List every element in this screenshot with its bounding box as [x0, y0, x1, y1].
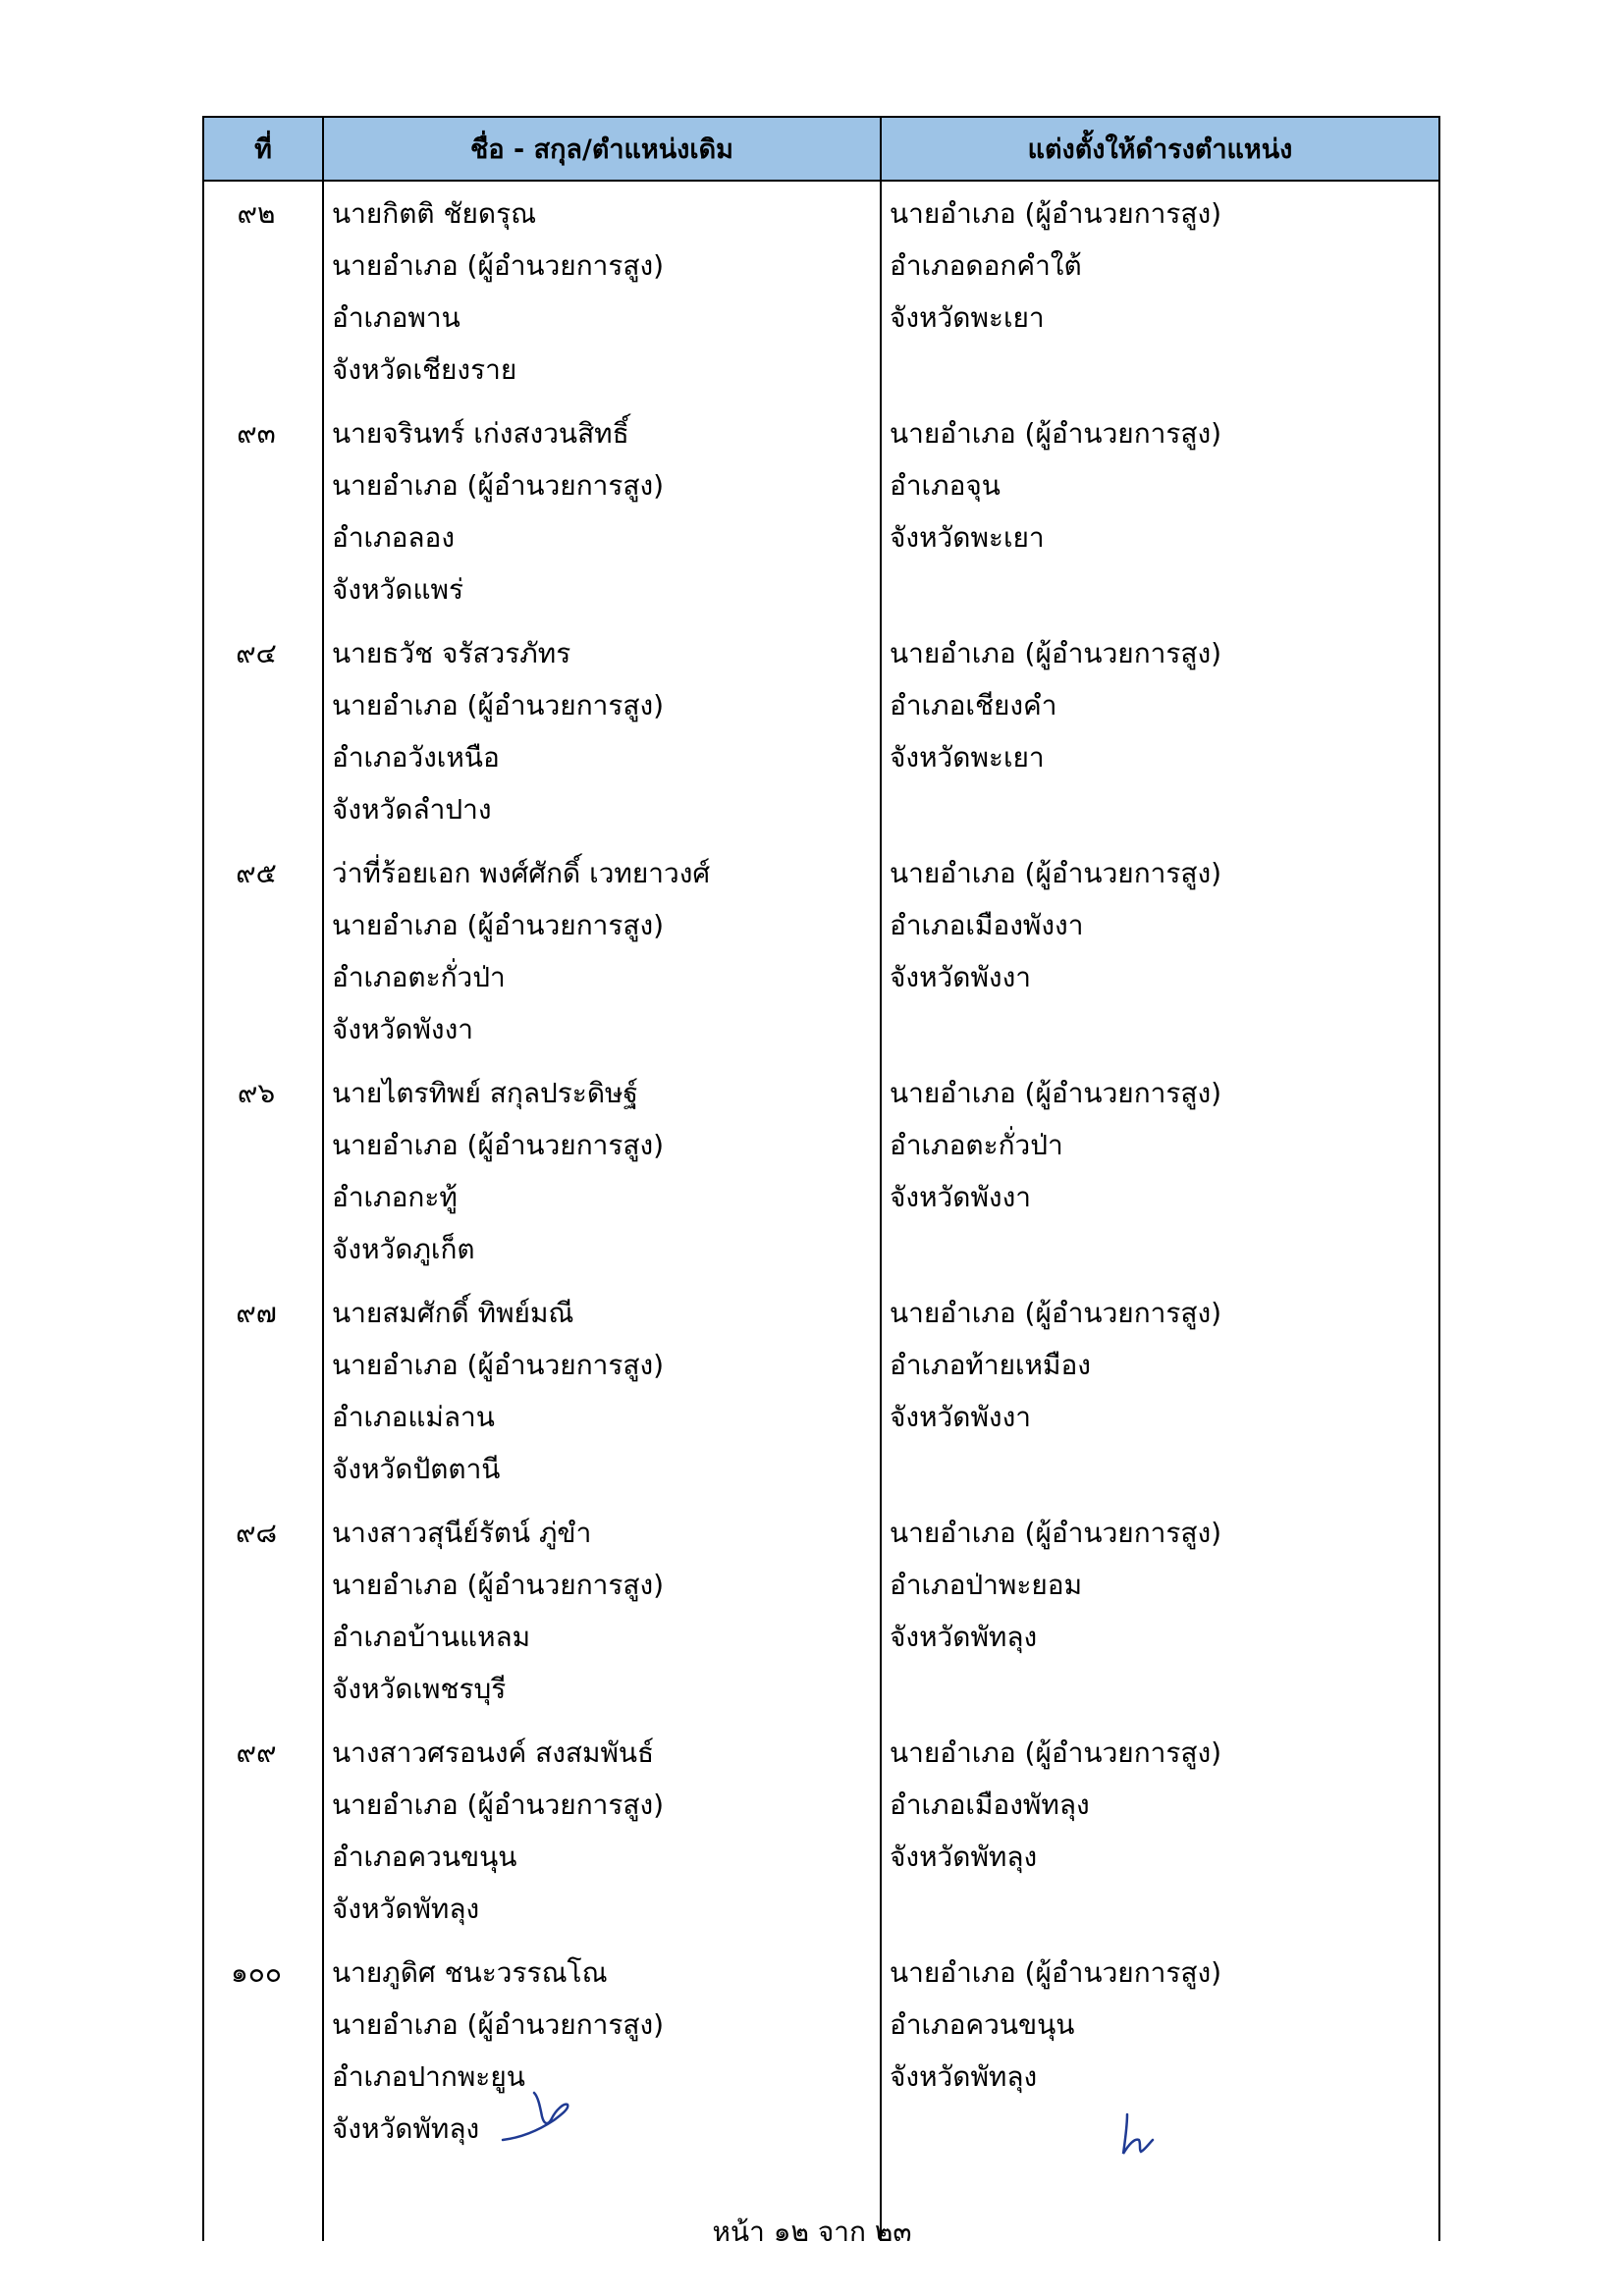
cell-new: [881, 1941, 1439, 2161]
new-province: จังหวัดพะเยา: [890, 301, 1045, 334]
page-number: หน้า ๑๒ จาก ๒๓: [712, 2216, 912, 2248]
old-district: อำเภอลอง: [332, 521, 456, 554]
table-row: [203, 841, 1439, 1061]
new-district: อำเภอป่าพะยอม: [890, 1569, 1083, 1601]
table-row: [203, 1721, 1439, 1941]
cell-no: ๙๔: [203, 621, 323, 841]
cell-no: ๙๕: [203, 841, 323, 1061]
new-district: อำเภอควนขนุน: [890, 2008, 1075, 2041]
new-position: นายอำเภอ (ผู้อำนวยการสูง): [890, 1297, 1222, 1329]
table-header-row: [203, 117, 1439, 181]
new-position: นายอำเภอ (ผู้อำนวยการสูง): [890, 1736, 1222, 1769]
cell-new: [881, 1501, 1439, 1721]
person-name: นายธวัช จรัสวรภัทร: [332, 637, 571, 669]
old-province: จังหวัดแพร่: [332, 573, 463, 606]
cell-no: ๙๘: [203, 1501, 323, 1721]
old-district: อำเภอกะทู้: [332, 1181, 458, 1213]
cell-new: [881, 621, 1439, 841]
cell-new: [881, 1721, 1439, 1941]
new-district: อำเภอเมืองพังงา: [890, 909, 1084, 941]
person-name: นางสาวสุนีย์รัตน์ ภู่ขำ: [332, 1517, 592, 1549]
new-province: จังหวัดพังงา: [890, 1401, 1031, 1433]
cell-old: [323, 841, 881, 1061]
cell-new: [881, 1281, 1439, 1501]
table-row: [203, 1281, 1439, 1501]
new-district: อำเภอจุน: [890, 469, 1001, 502]
header-old-position: ชื่อ - สกุล/ตำแหน่งเดิม: [323, 117, 881, 181]
document-sheet: [202, 116, 1438, 2171]
person-name: นายไตรทิพย์ สกุลประดิษฐ์: [332, 1077, 638, 1109]
cell-old: [323, 1721, 881, 1941]
cell-old: [323, 181, 881, 401]
old-province: จังหวัดพังงา: [332, 1013, 473, 1045]
old-position: นายอำเภอ (ผู้อำนวยการสูง): [332, 909, 665, 941]
new-position: นายอำเภอ (ผู้อำนวยการสูง): [890, 857, 1222, 889]
old-position: นายอำเภอ (ผู้อำนวยการสูง): [332, 1349, 665, 1381]
cell-no: ๑๐๐: [203, 1941, 323, 2161]
old-district: อำเภอวังเหนือ: [332, 741, 500, 774]
old-district: อำเภอควนขนุน: [332, 1841, 517, 1873]
header-new-position: แต่งตั้งให้ดำรงตำแหน่ง: [881, 117, 1439, 181]
cell-old: [323, 1281, 881, 1501]
new-district: อำเภอตะกั่วป่า: [890, 1129, 1063, 1161]
new-position: นายอำเภอ (ผู้อำนวยการสูง): [890, 197, 1222, 230]
cell-old: [323, 401, 881, 621]
new-province: จังหวัดพะเยา: [890, 521, 1045, 554]
cell-no: ๙๓: [203, 401, 323, 621]
table-row: [203, 1941, 1439, 2161]
cell-old: [323, 1501, 881, 1721]
new-province: จังหวัดพัทลุง: [890, 1621, 1038, 1653]
person-name: นายภูดิศ ชนะวรรณโณ: [332, 1956, 608, 1989]
new-district: อำเภอท้ายเหมือง: [890, 1349, 1091, 1381]
person-name: ว่าที่ร้อยเอก พงศ์ศักดิ์ เวทยาวงศ์: [332, 857, 711, 889]
old-position: นายอำเภอ (ผู้อำนวยการสูง): [332, 1789, 665, 1821]
new-position: นายอำเภอ (ผู้อำนวยการสูง): [890, 1956, 1222, 1989]
new-province: จังหวัดพังงา: [890, 1181, 1031, 1213]
old-province: จังหวัดเชียงราย: [332, 353, 517, 386]
cell-old: [323, 621, 881, 841]
new-province: จังหวัดพัทลุง: [890, 1841, 1038, 1873]
new-position: นายอำเภอ (ผู้อำนวยการสูง): [890, 637, 1222, 669]
new-province: จังหวัดพังงา: [890, 961, 1031, 993]
table-row: [203, 1501, 1439, 1721]
person-name: นายสมศักดิ์ ทิพย์มณี: [332, 1297, 574, 1329]
new-district: อำเภอดอกคำใต้: [890, 249, 1082, 282]
new-position: นายอำเภอ (ผู้อำนวยการสูง): [890, 1077, 1222, 1109]
old-province: จังหวัดพัทลุง: [332, 1893, 480, 1925]
old-position: นายอำเภอ (ผู้อำนวยการสูง): [332, 249, 665, 282]
old-district: อำเภอปากพะยูน: [332, 2060, 525, 2093]
old-position: นายอำเภอ (ผู้อำนวยการสูง): [332, 689, 665, 721]
old-district: อำเภอตะกั่วป่า: [332, 961, 506, 993]
old-province: จังหวัดเพชรบุรี: [332, 1673, 507, 1705]
old-position: นายอำเภอ (ผู้อำนวยการสูง): [332, 469, 665, 502]
old-province: จังหวัดภูเก็ต: [332, 1233, 475, 1265]
person-name: นายกิตติ ชัยดรุณ: [332, 197, 537, 230]
cell-no: ๙๙: [203, 1721, 323, 1941]
old-province: จังหวัดปัตตานี: [332, 1453, 501, 1485]
old-position: นายอำเภอ (ผู้อำนวยการสูง): [332, 1129, 665, 1161]
table-row: [203, 621, 1439, 841]
old-province: จังหวัดพัทลุง: [332, 2112, 480, 2145]
person-name: นางสาวศรอนงค์ สงสมพันธ์: [332, 1736, 655, 1769]
old-district: อำเภอแม่ลาน: [332, 1401, 495, 1433]
cell-no: ๙๗: [203, 1281, 323, 1501]
old-position: นายอำเภอ (ผู้อำนวยการสูง): [332, 2008, 665, 2041]
new-district: อำเภอเชียงคำ: [890, 689, 1057, 721]
old-district: อำเภอพาน: [332, 301, 460, 334]
table-row: [203, 1061, 1439, 1281]
table-body: [203, 181, 1439, 2241]
new-province: จังหวัดพัทลุง: [890, 2060, 1038, 2093]
old-position: นายอำเภอ (ผู้อำนวยการสูง): [332, 1569, 665, 1601]
old-district: อำเภอบ้านแหลม: [332, 1621, 531, 1653]
table-row: [203, 181, 1439, 401]
new-position: นายอำเภอ (ผู้อำนวยการสูง): [890, 1517, 1222, 1549]
cell-new: [881, 181, 1439, 401]
cell-new: [881, 1061, 1439, 1281]
appointment-table: [202, 116, 1440, 2241]
cell-old: [323, 1061, 881, 1281]
new-province: จังหวัดพะเยา: [890, 741, 1045, 774]
cell-old: [323, 1941, 881, 2161]
table-row: [203, 401, 1439, 621]
cell-no: ๙๖: [203, 1061, 323, 1281]
cell-no: ๙๒: [203, 181, 323, 401]
old-province: จังหวัดลำปาง: [332, 793, 492, 826]
cell-new: [881, 401, 1439, 621]
header-no: ที่: [203, 117, 323, 181]
person-name: นายจรินทร์ เก่งสงวนสิทธิ์: [332, 417, 629, 450]
cell-new: [881, 841, 1439, 1061]
new-position: นายอำเภอ (ผู้อำนวยการสูง): [890, 417, 1222, 450]
new-district: อำเภอเมืองพัทลุง: [890, 1789, 1090, 1821]
